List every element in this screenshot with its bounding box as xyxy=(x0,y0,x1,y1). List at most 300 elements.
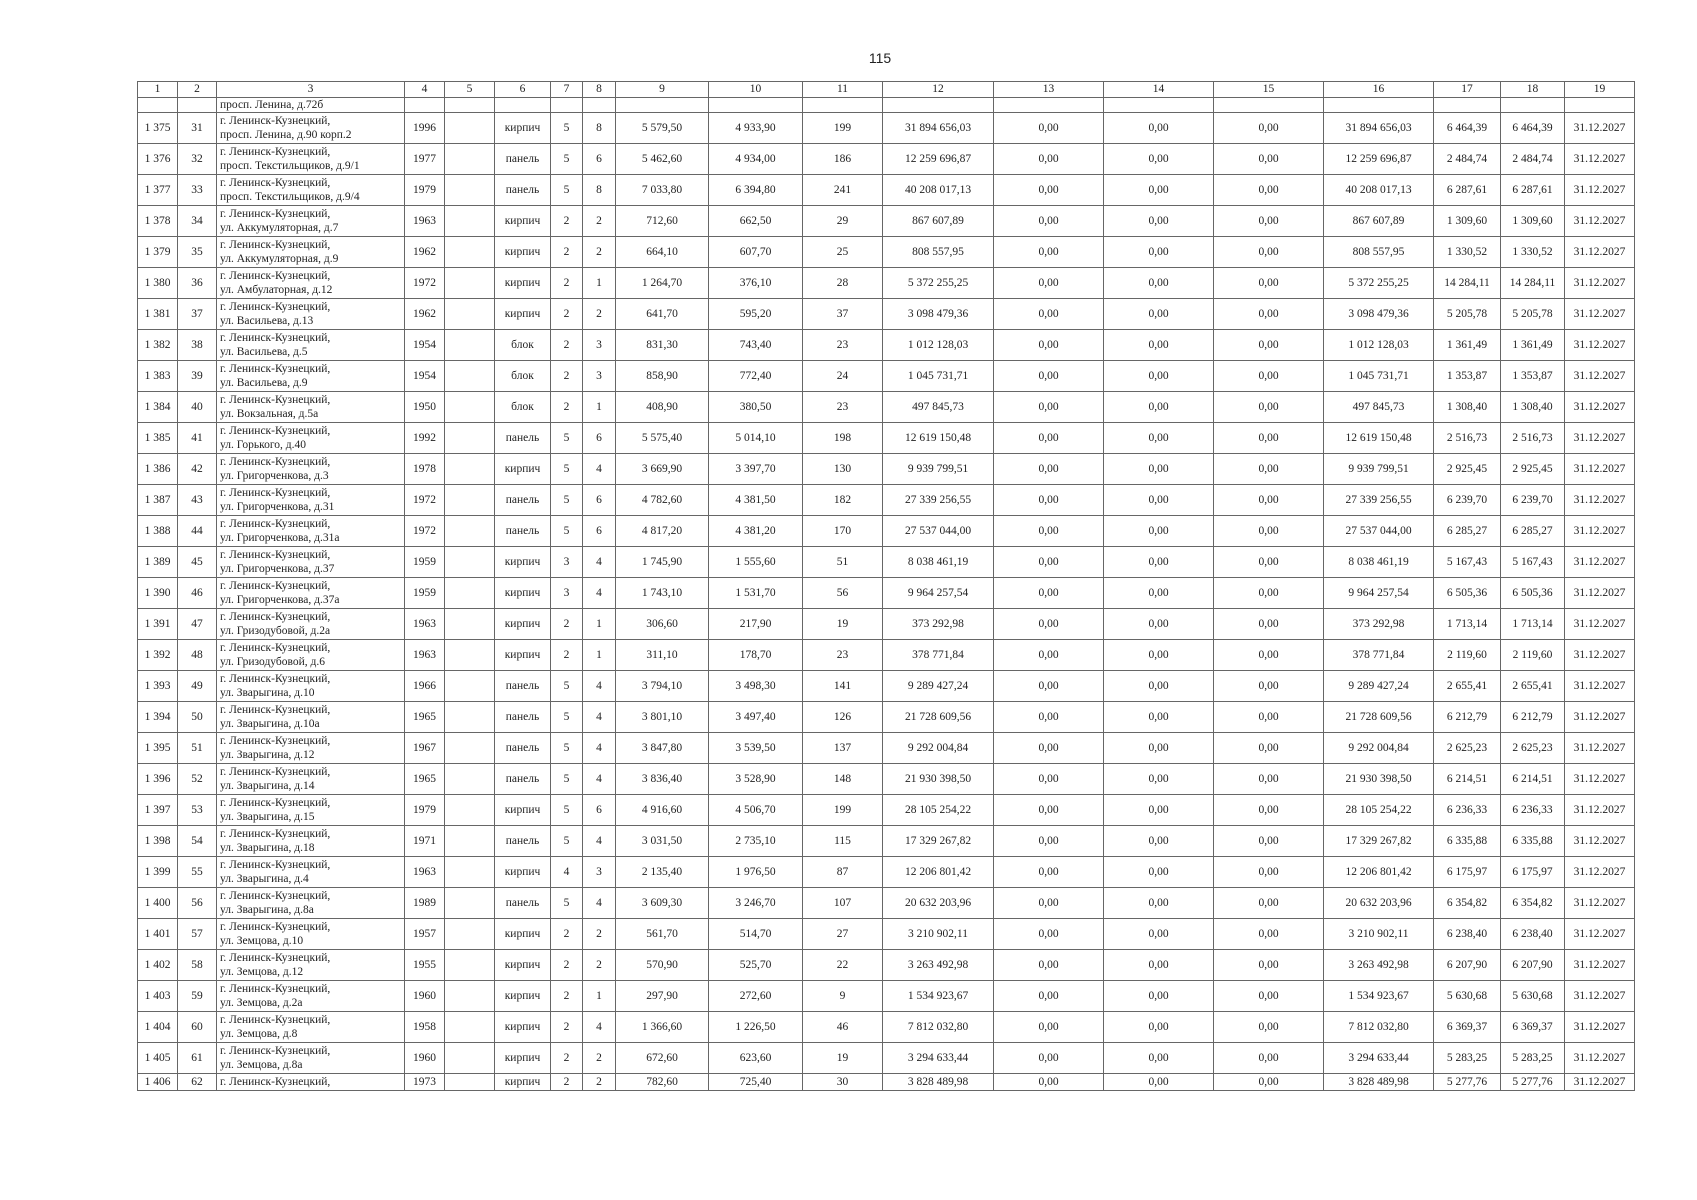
cell-col-15: 0,00 xyxy=(1214,1074,1324,1091)
cell-col-14: 0,00 xyxy=(1104,671,1214,702)
cell-col-9: 3 801,10 xyxy=(616,702,709,733)
cell-col-6: панель xyxy=(495,671,551,702)
cell-col-9: 664,10 xyxy=(616,237,709,268)
cell-col-16: 867 607,89 xyxy=(1324,206,1434,237)
cell-col-10: 217,90 xyxy=(709,609,803,640)
cell-col-5 xyxy=(445,206,495,237)
cell-col-19: 31.12.2027 xyxy=(1565,392,1635,423)
cell-col-14: 0,00 xyxy=(1104,206,1214,237)
table-row xyxy=(138,857,1635,888)
cell-col-10: 595,20 xyxy=(709,299,803,330)
cell-col-19: 31.12.2027 xyxy=(1565,1012,1635,1043)
cell-col-11: 170 xyxy=(803,516,883,547)
cell-col-8: 1 xyxy=(583,268,616,299)
cell-col-1: 1 387 xyxy=(138,485,178,516)
cell-col-9: 858,90 xyxy=(616,361,709,392)
cell-col-10: 725,40 xyxy=(709,1074,803,1091)
cell-col-6: панель xyxy=(495,702,551,733)
cell-col-10: 3 528,90 xyxy=(709,764,803,795)
column-header-7: 7 xyxy=(551,82,583,98)
cell-col-5 xyxy=(445,175,495,206)
cell-col-16: 12 259 696,87 xyxy=(1324,144,1434,175)
cell-col-13: 0,00 xyxy=(994,733,1104,764)
cell-col-18: 2 655,41 xyxy=(1501,671,1565,702)
cell-col-4: 1996 xyxy=(405,113,445,144)
cell-col-11: 9 xyxy=(803,981,883,1012)
table-row xyxy=(138,671,1635,702)
cell-col-15: 0,00 xyxy=(1214,1012,1324,1043)
cell-col-13: 0,00 xyxy=(994,144,1104,175)
cell-col-2: 31 xyxy=(178,113,217,144)
cell-col-15: 0,00 xyxy=(1214,299,1324,330)
cell-col-4: 1957 xyxy=(405,919,445,950)
cell-col-12: 12 206 801,42 xyxy=(883,857,994,888)
cell-col-8: 3 xyxy=(583,857,616,888)
cell-col-5 xyxy=(445,98,495,113)
cell-col-3: г. Ленинск-Кузнецкий, ул. Земцова, д.10 xyxy=(217,919,405,950)
cell-col-2: 44 xyxy=(178,516,217,547)
cell-col-14: 0,00 xyxy=(1104,113,1214,144)
cell-col-9: 4 782,60 xyxy=(616,485,709,516)
cell-col-13: 0,00 xyxy=(994,919,1104,950)
cell-col-7: 5 xyxy=(551,144,583,175)
cell-col-17: 14 284,11 xyxy=(1434,268,1501,299)
cell-col-1: 1 390 xyxy=(138,578,178,609)
cell-col-6: блок xyxy=(495,330,551,361)
cell-col-2: 56 xyxy=(178,888,217,919)
table-row xyxy=(138,702,1635,733)
cell-col-3: г. Ленинск-Кузнецкий, ул. Зварыгина, д.8а xyxy=(217,888,405,919)
cell-col-6: кирпич xyxy=(495,1043,551,1074)
cell-col-4: 1972 xyxy=(405,516,445,547)
cell-col-10: 607,70 xyxy=(709,237,803,268)
cell-col-6: блок xyxy=(495,361,551,392)
cell-col-10: 3 539,50 xyxy=(709,733,803,764)
cell-col-10: 5 014,10 xyxy=(709,423,803,454)
cell-col-16: 21 930 398,50 xyxy=(1324,764,1434,795)
table-body xyxy=(138,98,1635,1091)
cell-col-5 xyxy=(445,733,495,764)
cell-col-12: 7 812 032,80 xyxy=(883,1012,994,1043)
cell-col-5 xyxy=(445,919,495,950)
cell-col-7: 5 xyxy=(551,113,583,144)
cell-col-18: 1 713,14 xyxy=(1501,609,1565,640)
cell-col-5 xyxy=(445,950,495,981)
cell-col-5 xyxy=(445,268,495,299)
cell-col-7: 5 xyxy=(551,795,583,826)
cell-col-12: 1 045 731,71 xyxy=(883,361,994,392)
cell-col-19: 31.12.2027 xyxy=(1565,1043,1635,1074)
cell-col-18: 6 239,70 xyxy=(1501,485,1565,516)
cell-col-17: 2 516,73 xyxy=(1434,423,1501,454)
cell-col-18: 6 354,82 xyxy=(1501,888,1565,919)
cell-col-8: 6 xyxy=(583,485,616,516)
cell-col-2: 51 xyxy=(178,733,217,764)
cell-col-6: кирпич xyxy=(495,237,551,268)
cell-col-3: г. Ленинск-Кузнецкий, ул. Вокзальная, д.5а xyxy=(217,392,405,423)
cell-col-14: 0,00 xyxy=(1104,764,1214,795)
cell-col-3: г. Ленинск-Кузнецкий, ул. Григорченкова, д.31а xyxy=(217,516,405,547)
cell-col-19: 31.12.2027 xyxy=(1565,609,1635,640)
cell-col-8: 1 xyxy=(583,392,616,423)
cell-col-19: 31.12.2027 xyxy=(1565,454,1635,485)
cell-col-2: 33 xyxy=(178,175,217,206)
cell-col-4: 1992 xyxy=(405,423,445,454)
cell-col-9: 1 366,60 xyxy=(616,1012,709,1043)
cell-col-18: 1 353,87 xyxy=(1501,361,1565,392)
cell-col-6: кирпич xyxy=(495,268,551,299)
column-header-1: 1 xyxy=(138,82,178,98)
cell-col-12: 8 038 461,19 xyxy=(883,547,994,578)
cell-col-18: 5 630,68 xyxy=(1501,981,1565,1012)
cell-col-16: 1 012 128,03 xyxy=(1324,330,1434,361)
column-header-15: 15 xyxy=(1214,82,1324,98)
cell-col-7: 2 xyxy=(551,299,583,330)
cell-col-19: 31.12.2027 xyxy=(1565,113,1635,144)
cell-col-15: 0,00 xyxy=(1214,485,1324,516)
cell-col-14: 0,00 xyxy=(1104,888,1214,919)
cell-col-1: 1 397 xyxy=(138,795,178,826)
cell-col-8: 8 xyxy=(583,113,616,144)
cell-col-13: 0,00 xyxy=(994,485,1104,516)
cell-col-1: 1 391 xyxy=(138,609,178,640)
cell-col-10: 1 531,70 xyxy=(709,578,803,609)
column-header-4: 4 xyxy=(405,82,445,98)
cell-col-13 xyxy=(994,98,1104,113)
cell-col-4: 1978 xyxy=(405,454,445,485)
cell-col-13: 0,00 xyxy=(994,392,1104,423)
cell-col-18: 6 335,88 xyxy=(1501,826,1565,857)
cell-col-4: 1960 xyxy=(405,981,445,1012)
cell-col-10: 178,70 xyxy=(709,640,803,671)
cell-col-11: 19 xyxy=(803,1043,883,1074)
cell-col-14: 0,00 xyxy=(1104,981,1214,1012)
cell-col-1 xyxy=(138,98,178,113)
cell-col-8: 4 xyxy=(583,888,616,919)
cell-col-18: 2 925,45 xyxy=(1501,454,1565,485)
cell-col-16: 31 894 656,03 xyxy=(1324,113,1434,144)
cell-col-3: г. Ленинск-Кузнецкий, просп. Текстильщиков, д.9/1 xyxy=(217,144,405,175)
cell-col-10: 6 394,80 xyxy=(709,175,803,206)
cell-col-2: 39 xyxy=(178,361,217,392)
table-row xyxy=(138,423,1635,454)
cell-col-17: 6 212,79 xyxy=(1434,702,1501,733)
column-header-13: 13 xyxy=(994,82,1104,98)
cell-col-19: 31.12.2027 xyxy=(1565,733,1635,764)
cell-col-10: 1 976,50 xyxy=(709,857,803,888)
cell-col-9: 5 579,50 xyxy=(616,113,709,144)
cell-col-17: 6 335,88 xyxy=(1434,826,1501,857)
cell-col-2: 43 xyxy=(178,485,217,516)
cell-col-16: 9 939 799,51 xyxy=(1324,454,1434,485)
cell-col-19: 31.12.2027 xyxy=(1565,299,1635,330)
cell-col-16: 378 771,84 xyxy=(1324,640,1434,671)
cell-col-4: 1963 xyxy=(405,640,445,671)
column-header-3: 3 xyxy=(217,82,405,98)
cell-col-15: 0,00 xyxy=(1214,175,1324,206)
column-header-12: 12 xyxy=(883,82,994,98)
column-header-18: 18 xyxy=(1501,82,1565,98)
cell-col-8: 4 xyxy=(583,454,616,485)
cell-col-1: 1 392 xyxy=(138,640,178,671)
cell-col-2: 42 xyxy=(178,454,217,485)
cell-col-8: 3 xyxy=(583,361,616,392)
cell-col-11: 199 xyxy=(803,113,883,144)
cell-col-9: 1 743,10 xyxy=(616,578,709,609)
cell-col-10: 525,70 xyxy=(709,950,803,981)
cell-col-17: 6 214,51 xyxy=(1434,764,1501,795)
column-header-9: 9 xyxy=(616,82,709,98)
cell-col-15: 0,00 xyxy=(1214,237,1324,268)
cell-col-9: 782,60 xyxy=(616,1074,709,1091)
cell-col-5 xyxy=(445,795,495,826)
cell-col-18: 14 284,11 xyxy=(1501,268,1565,299)
cell-col-1: 1 396 xyxy=(138,764,178,795)
column-header-8: 8 xyxy=(583,82,616,98)
cell-col-2: 38 xyxy=(178,330,217,361)
cell-col-2: 53 xyxy=(178,795,217,826)
table-row xyxy=(138,547,1635,578)
cell-col-19: 31.12.2027 xyxy=(1565,516,1635,547)
cell-col-3: г. Ленинск-Кузнецкий, ул. Зварыгина, д.10 xyxy=(217,671,405,702)
cell-col-15: 0,00 xyxy=(1214,826,1324,857)
cell-col-7: 5 xyxy=(551,826,583,857)
cell-col-4: 1963 xyxy=(405,609,445,640)
cell-col-4: 1966 xyxy=(405,671,445,702)
cell-col-1: 1 388 xyxy=(138,516,178,547)
cell-col-10: 3 498,30 xyxy=(709,671,803,702)
cell-col-14: 0,00 xyxy=(1104,237,1214,268)
cell-col-13: 0,00 xyxy=(994,516,1104,547)
cell-col-7: 2 xyxy=(551,392,583,423)
cell-col-19: 31.12.2027 xyxy=(1565,950,1635,981)
cell-col-7: 2 xyxy=(551,981,583,1012)
cell-col-16: 20 632 203,96 xyxy=(1324,888,1434,919)
cell-col-2: 46 xyxy=(178,578,217,609)
table-row xyxy=(138,330,1635,361)
cell-col-8: 6 xyxy=(583,423,616,454)
cell-col-18: 6 238,40 xyxy=(1501,919,1565,950)
cell-col-11: 22 xyxy=(803,950,883,981)
table-row xyxy=(138,609,1635,640)
cell-col-15: 0,00 xyxy=(1214,144,1324,175)
cell-col-2 xyxy=(178,98,217,113)
cell-col-16: 40 208 017,13 xyxy=(1324,175,1434,206)
cell-col-9: 672,60 xyxy=(616,1043,709,1074)
cell-col-7: 5 xyxy=(551,671,583,702)
cell-col-3: г. Ленинск-Кузнецкий, ул. Гризодубовой, д.2а xyxy=(217,609,405,640)
cell-col-8 xyxy=(583,98,616,113)
cell-col-5 xyxy=(445,144,495,175)
cell-col-15: 0,00 xyxy=(1214,392,1324,423)
cell-col-2: 45 xyxy=(178,547,217,578)
cell-col-17: 6 175,97 xyxy=(1434,857,1501,888)
cell-col-13: 0,00 xyxy=(994,237,1104,268)
cell-col-7: 5 xyxy=(551,702,583,733)
cell-col-4: 1989 xyxy=(405,888,445,919)
cell-col-19: 31.12.2027 xyxy=(1565,671,1635,702)
cell-col-6: панель xyxy=(495,144,551,175)
cell-col-8: 8 xyxy=(583,175,616,206)
cell-col-19: 31.12.2027 xyxy=(1565,268,1635,299)
cell-col-17: 2 925,45 xyxy=(1434,454,1501,485)
cell-col-12: 17 329 267,82 xyxy=(883,826,994,857)
table-row xyxy=(138,826,1635,857)
cell-col-13: 0,00 xyxy=(994,888,1104,919)
cell-col-12: 28 105 254,22 xyxy=(883,795,994,826)
cell-col-13: 0,00 xyxy=(994,175,1104,206)
cell-col-18: 1 308,40 xyxy=(1501,392,1565,423)
cell-col-2: 41 xyxy=(178,423,217,454)
cell-col-14: 0,00 xyxy=(1104,423,1214,454)
cell-col-10: 4 934,00 xyxy=(709,144,803,175)
cell-col-11: 199 xyxy=(803,795,883,826)
cell-col-4: 1972 xyxy=(405,268,445,299)
cell-col-19: 31.12.2027 xyxy=(1565,981,1635,1012)
cell-col-16: 17 329 267,82 xyxy=(1324,826,1434,857)
cell-col-6: кирпич xyxy=(495,640,551,671)
cell-col-8: 4 xyxy=(583,547,616,578)
cell-col-12: 867 607,89 xyxy=(883,206,994,237)
cell-col-12: 378 771,84 xyxy=(883,640,994,671)
cell-col-15: 0,00 xyxy=(1214,330,1324,361)
column-header-6: 6 xyxy=(495,82,551,98)
table-row xyxy=(138,206,1635,237)
table-row xyxy=(138,516,1635,547)
cell-col-12: 9 939 799,51 xyxy=(883,454,994,485)
cell-col-3: г. Ленинск-Кузнецкий, ул. Зварыгина, д.4 xyxy=(217,857,405,888)
cell-col-9: 3 794,10 xyxy=(616,671,709,702)
cell-col-5 xyxy=(445,640,495,671)
cell-col-18: 6 369,37 xyxy=(1501,1012,1565,1043)
cell-col-3: г. Ленинск-Кузнецкий, ул. Земцова, д.8а xyxy=(217,1043,405,1074)
cell-col-17: 1 330,52 xyxy=(1434,237,1501,268)
table-row xyxy=(138,888,1635,919)
cell-col-5 xyxy=(445,454,495,485)
continuation-row xyxy=(138,98,1635,113)
cell-col-3: г. Ленинск-Кузнецкий, ул. Земцова, д.12 xyxy=(217,950,405,981)
cell-col-5 xyxy=(445,888,495,919)
column-header-16: 16 xyxy=(1324,82,1434,98)
cell-col-13: 0,00 xyxy=(994,950,1104,981)
page-number: 115 xyxy=(868,50,892,66)
cell-col-11: 51 xyxy=(803,547,883,578)
cell-col-7: 2 xyxy=(551,919,583,950)
cell-col-11: 186 xyxy=(803,144,883,175)
cell-col-4: 1954 xyxy=(405,361,445,392)
table-row xyxy=(138,144,1635,175)
cell-col-15: 0,00 xyxy=(1214,423,1324,454)
cell-col-12: 3 210 902,11 xyxy=(883,919,994,950)
column-number-row xyxy=(138,82,1635,98)
cell-col-3: г. Ленинск-Кузнецкий, xyxy=(217,1074,405,1091)
cell-col-14: 0,00 xyxy=(1104,516,1214,547)
cell-col-14: 0,00 xyxy=(1104,454,1214,485)
cell-col-7: 2 xyxy=(551,1012,583,1043)
cell-col-1: 1 403 xyxy=(138,981,178,1012)
cell-col-10: 4 506,70 xyxy=(709,795,803,826)
cell-col-5 xyxy=(445,237,495,268)
cell-col-10: 4 933,90 xyxy=(709,113,803,144)
cell-col-17: 1 713,14 xyxy=(1434,609,1501,640)
cell-col-9: 5 462,60 xyxy=(616,144,709,175)
column-header-2: 2 xyxy=(178,82,217,98)
cell-col-9: 3 836,40 xyxy=(616,764,709,795)
cell-col-4: 1979 xyxy=(405,795,445,826)
cell-col-17: 1 308,40 xyxy=(1434,392,1501,423)
table-row xyxy=(138,950,1635,981)
cell-col-8: 4 xyxy=(583,1012,616,1043)
column-header-5: 5 xyxy=(445,82,495,98)
cell-col-12: 9 289 427,24 xyxy=(883,671,994,702)
cell-col-17: 6 239,70 xyxy=(1434,485,1501,516)
cell-col-13: 0,00 xyxy=(994,1074,1104,1091)
cell-col-17: 2 655,41 xyxy=(1434,671,1501,702)
cell-col-5 xyxy=(445,857,495,888)
cell-col-12: 27 339 256,55 xyxy=(883,485,994,516)
cell-col-13: 0,00 xyxy=(994,857,1104,888)
cell-col-15: 0,00 xyxy=(1214,113,1324,144)
cell-col-11: 130 xyxy=(803,454,883,485)
cell-col-7: 5 xyxy=(551,454,583,485)
cell-col-6: панель xyxy=(495,764,551,795)
cell-col-3: г. Ленинск-Кузнецкий, ул. Зварыгина, д.12 xyxy=(217,733,405,764)
cell-col-19: 31.12.2027 xyxy=(1565,361,1635,392)
cell-col-7: 5 xyxy=(551,423,583,454)
cell-col-6: кирпич xyxy=(495,795,551,826)
cell-col-3: г. Ленинск-Кузнецкий, ул. Амбулаторная, д.12 xyxy=(217,268,405,299)
cell-col-15: 0,00 xyxy=(1214,609,1324,640)
table-row xyxy=(138,578,1635,609)
cell-col-16: 1 045 731,71 xyxy=(1324,361,1434,392)
cell-col-18: 6 175,97 xyxy=(1501,857,1565,888)
cell-col-1: 1 378 xyxy=(138,206,178,237)
cell-col-4 xyxy=(405,98,445,113)
cell-col-7: 2 xyxy=(551,268,583,299)
cell-col-18: 2 516,73 xyxy=(1501,423,1565,454)
cell-col-2: 35 xyxy=(178,237,217,268)
table-row xyxy=(138,1074,1635,1091)
cell-col-15: 0,00 xyxy=(1214,578,1324,609)
cell-col-6: кирпич xyxy=(495,454,551,485)
cell-col-16: 3 263 492,98 xyxy=(1324,950,1434,981)
cell-col-5 xyxy=(445,578,495,609)
cell-col-19: 31.12.2027 xyxy=(1565,423,1635,454)
cell-col-7: 2 xyxy=(551,361,583,392)
cell-col-15: 0,00 xyxy=(1214,764,1324,795)
cell-col-3: г. Ленинск-Кузнецкий, ул. Васильева, д.9 xyxy=(217,361,405,392)
cell-col-7: 5 xyxy=(551,175,583,206)
cell-col-2: 57 xyxy=(178,919,217,950)
cell-col-3: г. Ленинск-Кузнецкий, ул. Зварыгина, д.18 xyxy=(217,826,405,857)
cell-col-12: 12 259 696,87 xyxy=(883,144,994,175)
cell-col-11: 141 xyxy=(803,671,883,702)
cell-col-6: панель xyxy=(495,733,551,764)
cell-col-19: 31.12.2027 xyxy=(1565,1074,1635,1091)
cell-col-9: 3 847,80 xyxy=(616,733,709,764)
cell-col-9: 4 916,60 xyxy=(616,795,709,826)
cell-col-14: 0,00 xyxy=(1104,826,1214,857)
cell-col-12: 3 828 489,98 xyxy=(883,1074,994,1091)
cell-col-5 xyxy=(445,1074,495,1091)
cell-col-13: 0,00 xyxy=(994,826,1104,857)
cell-col-2: 48 xyxy=(178,640,217,671)
cell-col-8: 6 xyxy=(583,516,616,547)
cell-col-14: 0,00 xyxy=(1104,144,1214,175)
cell-col-7: 5 xyxy=(551,485,583,516)
cell-col-18: 6 214,51 xyxy=(1501,764,1565,795)
cell-col-10: 1 555,60 xyxy=(709,547,803,578)
